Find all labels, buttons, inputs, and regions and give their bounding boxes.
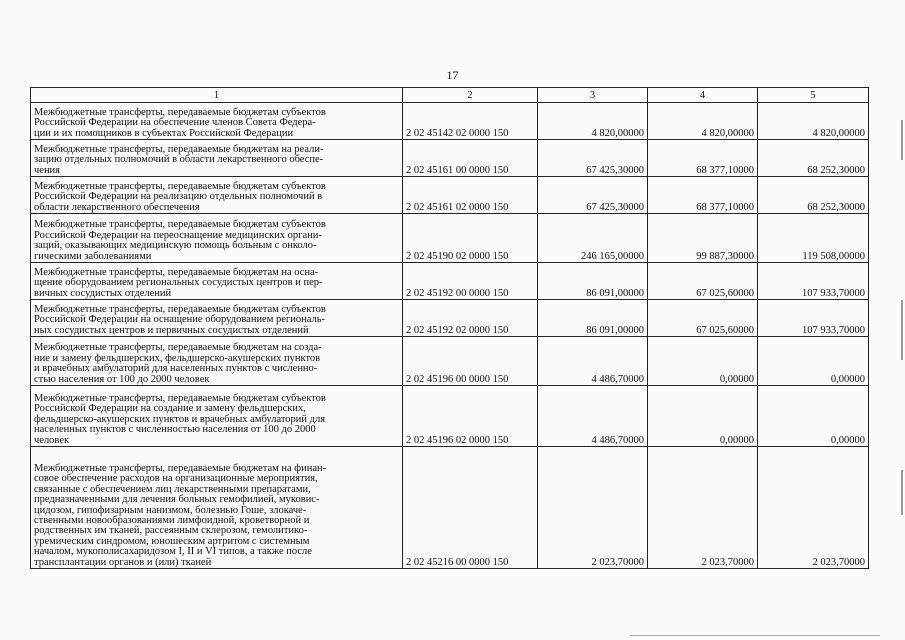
- description-line: Российской Федерации на оснащение оборудованием региональ-: [34, 314, 325, 326]
- column-header-3: 3: [538, 88, 648, 103]
- value-col5-cell: 107 933,70000: [758, 263, 869, 300]
- row-description: [31, 447, 403, 569]
- description-line: стью населения от 100 до 2000 человек: [34, 373, 210, 385]
- description-line: Межбюджетные трансферты, передаваемые бюджетам на финан-: [34, 462, 327, 474]
- row-description: [31, 214, 403, 263]
- value-col4-cell: 0,00000: [648, 337, 758, 386]
- value-col3-cell: 2 023,70000: [538, 447, 648, 569]
- table-row: [31, 337, 869, 386]
- table-row: [31, 140, 869, 177]
- value-col3-cell: 86 091,00000: [538, 263, 648, 300]
- table-row: [31, 103, 869, 140]
- description-line: ние и замену фельдшерских, фельдшерско-акушерских пунктов: [34, 352, 321, 364]
- description-line: человек: [34, 434, 70, 446]
- value-col5-cell: 0,00000: [758, 337, 869, 386]
- description-line: уремическим синдромом, юношеским артритом с системным: [34, 535, 310, 547]
- table-row: [31, 386, 869, 447]
- description-line: ных сосудистых центров и первичных сосудистых отделений: [34, 324, 309, 336]
- value-col3-cell: 67 425,30000: [538, 177, 648, 214]
- description-line: Российской Федерации на обеспечение членов Совета Федера-: [34, 117, 316, 129]
- column-header-1: 1: [31, 88, 403, 103]
- description-line: ции и их помощников в субъектах Российской Федерации: [34, 127, 294, 139]
- row-description: [31, 263, 403, 300]
- description-line: трансплантации органов и (или) тканей: [34, 556, 212, 568]
- description-line: предназначенными для лечения больных гемофилией, муковис-: [34, 494, 320, 506]
- value-col3-cell: 86 091,00000: [538, 300, 648, 337]
- description-line: Российской Федерации на создание и замену фельдшерских,: [34, 403, 306, 415]
- value-col5-cell: 68 252,30000: [758, 177, 869, 214]
- budget-code-cell: 2 02 45190 02 0000 150: [403, 214, 538, 263]
- value-col3-cell: 67 425,30000: [538, 140, 648, 177]
- table-row: [31, 214, 869, 263]
- description-line: фельдшерско-акушерских пунктов и врачебных амбулаторий для: [34, 413, 326, 425]
- budget-code-cell: 2 02 45192 02 0000 150: [403, 300, 538, 337]
- budget-code-cell: 2 02 45196 02 0000 150: [403, 386, 538, 447]
- description-line: Межбюджетные трансферты, передаваемые бюджетам субъектов: [34, 392, 326, 404]
- description-line: вичных сосудистых отделений: [34, 287, 172, 299]
- column-header-2: 2: [403, 88, 538, 103]
- scan-edge-mark: [901, 300, 903, 360]
- budget-code-cell: 2 02 45192 00 0000 150: [403, 263, 538, 300]
- description-line: Межбюджетные трансферты, передаваемые бюджетам на реали-: [34, 143, 324, 155]
- scan-bottom-line: [630, 635, 880, 636]
- budget-code-cell: 2 02 45161 02 0000 150: [403, 177, 538, 214]
- table-body: [31, 103, 869, 569]
- scan-edge-mark: [901, 120, 903, 160]
- budget-code-cell: 2 02 45196 00 0000 150: [403, 337, 538, 386]
- table-row: [31, 300, 869, 337]
- value-col3-cell: 246 165,00000: [538, 214, 648, 263]
- budget-code-cell: 2 02 45142 02 0000 150: [403, 103, 538, 140]
- description-line: Российской Федерации на реализацию отдельных полномочий в: [34, 191, 323, 203]
- table-row: [31, 177, 869, 214]
- description-line: ственными новообразованиями лимфоидной, кроветворной и: [34, 514, 310, 526]
- value-col4-cell: 67 025,60000: [648, 263, 758, 300]
- budget-code-cell: 2 02 45161 00 0000 150: [403, 140, 538, 177]
- description-line: чения: [34, 164, 61, 176]
- row-description: [31, 177, 403, 214]
- value-col4-cell: 68 377,10000: [648, 177, 758, 214]
- description-line: началом, мукополисахаридозом I, II и VI типов, а также после: [34, 546, 312, 558]
- description-line: и врачебных амбулаторий для населенных пунктов с численно-: [34, 363, 318, 375]
- description-line: гическими заболеваниями: [34, 250, 152, 262]
- description-line: щение оборудованием региональных сосудистых центров и пер-: [34, 277, 323, 289]
- description-line: Межбюджетные трансферты, передаваемые бюджетам на созда-: [34, 342, 322, 354]
- description-line: населенных пунктов с численностью населения от 100 до 2000: [34, 424, 316, 436]
- page-number: 17: [446, 68, 459, 82]
- table-row: [31, 263, 869, 300]
- value-col5-cell: 119 508,00000: [758, 214, 869, 263]
- row-description: [31, 103, 403, 140]
- value-col5-cell: 0,00000: [758, 386, 869, 447]
- description-line: цидозом, гипофизарным нанизмом, болезнью Гоше, злокаче-: [34, 504, 307, 516]
- description-line: Российской Федерации на переоснащение медицинских органи-: [34, 229, 322, 241]
- row-description: [31, 337, 403, 386]
- table-row: [31, 447, 869, 569]
- value-col3-cell: 4 486,70000: [538, 337, 648, 386]
- value-col5-cell: 107 933,70000: [758, 300, 869, 337]
- value-col4-cell: 67 025,60000: [648, 300, 758, 337]
- column-header-4: 4: [648, 88, 758, 103]
- scan-edge-mark: [901, 470, 903, 515]
- description-line: Межбюджетные трансферты, передаваемые бюджетам субъектов: [34, 106, 326, 118]
- description-line: родственных им тканей, рассеянным склерозом, гемолитико-: [34, 525, 308, 537]
- description-line: Межбюджетные трансферты, передаваемые бюджетам субъектов: [34, 303, 326, 315]
- description-line: Межбюджетные трансферты, передаваемые бюджетам субъектов: [34, 180, 326, 192]
- row-description: [31, 386, 403, 447]
- value-col4-cell: 68 377,10000: [648, 140, 758, 177]
- description-line: заций, оказывающих медицинскую помощь больным с онколо-: [34, 240, 317, 252]
- row-description: [31, 300, 403, 337]
- description-line: области лекарственного обеспечения: [34, 201, 200, 213]
- value-col4-cell: 0,00000: [648, 386, 758, 447]
- value-col5-cell: 68 252,30000: [758, 140, 869, 177]
- description-line: совое обеспечение расходов на организационные мероприятия,: [34, 473, 318, 485]
- value-col4-cell: 99 887,30000: [648, 214, 758, 263]
- description-line: Межбюджетные трансферты, передаваемые бюджетам субъектов: [34, 219, 326, 231]
- table-header-row: [31, 88, 869, 103]
- budget-table: [30, 87, 869, 569]
- value-col4-cell: 2 023,70000: [648, 447, 758, 569]
- description-line: зацию отдельных полномочий в области лекарственного обеспе-: [34, 154, 324, 166]
- value-col3-cell: 4 820,00000: [538, 103, 648, 140]
- value-col5-cell: 4 820,00000: [758, 103, 869, 140]
- value-col3-cell: 4 486,70000: [538, 386, 648, 447]
- description-line: Межбюджетные трансферты, передаваемые бюджетам на осна-: [34, 266, 319, 278]
- row-description: [31, 140, 403, 177]
- column-header-5: 5: [758, 88, 869, 103]
- value-col5-cell: 2 023,70000: [758, 447, 869, 569]
- value-col4-cell: 4 820,00000: [648, 103, 758, 140]
- budget-code-cell: 2 02 45216 00 0000 150: [403, 447, 538, 569]
- description-line: связанные с обеспечением лиц лекарственными препаратами,: [34, 483, 311, 495]
